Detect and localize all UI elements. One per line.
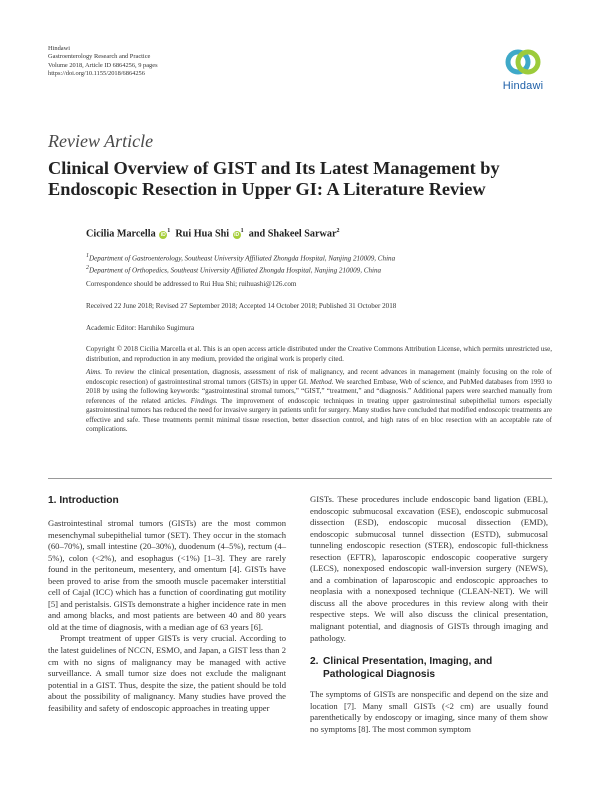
doi-link[interactable]: https://doi.org/10.1155/2018/6864256 bbox=[48, 70, 145, 78]
hindawi-logo-icon bbox=[503, 44, 543, 80]
author-name: Rui Hua Shi bbox=[175, 228, 230, 240]
academic-editor: Academic Editor: Haruhiko Sugimura bbox=[86, 324, 195, 332]
section-number: 2. bbox=[310, 656, 319, 668]
abstract bbox=[86, 368, 552, 435]
orcid-icon[interactable]: iD bbox=[234, 232, 240, 239]
section-heading-line2: Pathological Diagnosis bbox=[323, 669, 436, 681]
orcid-icon[interactable]: iD bbox=[160, 232, 166, 239]
paragraph: Prompt treatment of upper GISTs is very crucial. According to the latest guidelines of NCCN, ESMO, and Japan, a GIST less than 2 cm with no signs of malignancy may be managed with active surveillance. A small tumor size does not exclude the malignant potential in a GIST. Thus, despite the size, the patient should be told about the possibility of malignancy. Many studies have proved the feasibility and safety of endoscopic approaches in treating upper bbox=[48, 633, 286, 713]
abstract-aims: To review the clinical presentation, diagnosis, assessment of risk of malignancy, and recent advances in management (mainly focusing on the role of endoscopic resection) of gastrointestinal stromal tumors (GISTs) in upper GI. bbox=[86, 368, 552, 386]
volume-info: Volume 2018, Article ID 6864256, 9 pages bbox=[48, 61, 158, 69]
publication-dates: Received 22 June 2018; Revised 27 September 2018; Accepted 14 October 2018; Published 31 October 2018 bbox=[86, 302, 397, 310]
paragraph: Gastrointestinal stromal tumors (GISTs) are the most common mesenchymal subepithelial tumor (SET). They occur in the stomach (60–70%), small intestine (20–30%), duodenum (4–5%), rectum (4–5%), colon (<2%), and esophagus (<1%) [1–3]. They are rarely found in the peritoneum, mesentery, and omentum [4]. GISTs have been proved to arise from the smooth muscle pacemaker interstitial cell of Cajal (ICC) which has a function of coordinating gut motility [5] and peristalsis. GISTs demonstrate a higher incidence rate in men and among blacks, and most patients are between 40 and 80 years old at the time of diagnosis, with a median age of 63 years [6]. bbox=[48, 518, 286, 632]
abstract-label-method: Method. bbox=[309, 377, 334, 386]
author-affiliation-mark: 1 bbox=[167, 228, 171, 234]
article-title: Clinical Overview of GIST and Its Latest Management by Endoscopic Resection in Upper GI: A Literature Review bbox=[48, 158, 500, 199]
section-heading bbox=[310, 655, 548, 681]
body-column-right bbox=[310, 494, 548, 735]
abstract-label-findings: Findings. bbox=[190, 396, 218, 405]
abstract-label-aims: Aims. bbox=[86, 368, 102, 376]
hindawi-logo bbox=[492, 44, 554, 92]
affiliations bbox=[86, 252, 552, 276]
hindawi-wordmark: Hindawi bbox=[502, 80, 544, 92]
author-affiliation-mark: 2 bbox=[336, 228, 340, 234]
copyright-notice: Copyright © 2018 Cicilia Marcella et al. This is an open access article distributed under the Creative Commons Attribution License, which permits unrestricted use, distribution, and reproduction in any medium, provided the original work is properly cited. bbox=[86, 345, 552, 363]
paragraph: The symptoms of GISTs are nonspecific and depend on the size and location [7]. Many small GISTs (<2 cm) are usually found parenthetically by endoscopy or imaging, since many of them show no symptoms [8]. The most common symptom bbox=[310, 689, 548, 734]
body-column-left bbox=[48, 494, 286, 714]
correspondence: Correspondence should be addressed to Rui Hua Shi; ruihuashi@126.com bbox=[86, 280, 297, 288]
journal-name: Gastroenterology Research and Practice bbox=[48, 53, 151, 61]
section-heading-line1: Clinical Presentation, Imaging, and bbox=[323, 656, 493, 668]
affiliation-1: $^1$Department of Gastroenterology, Southeast University Affiliated Zhongda Hospital, Nanjing 210009, China bbox=[86, 253, 396, 263]
paragraph: GISTs. These procedures include endoscopic band ligation (EBL), endoscopic submucosal excavation (ESE), endoscopic submucosal dissection (ESD), endoscopic mucosal dissection (EMD), endoscopic submucosal tunnel dissection (ESTD), submucosal tunneling endoscopic resection (STER), endoscopic full-thickness resection (EFTR), laparoscopic endoscopic cooperative surgery (LECS), nonexposed endoscopic wall-inversion surgery (NEWS), and a combination of laparoscopic and endoscopic approaches to neoplasia with a nonexposed technique (CLEAN-NET). We will discuss all the above procedures in this review along with their respective steps. We will also discuss the clinical presentation, malignant potential, and diagnosis of GISTs through imaging and pathology. bbox=[310, 494, 548, 643]
publisher-name: Hindawi bbox=[48, 45, 71, 52]
divider bbox=[48, 478, 552, 479]
abstract-method: We searched Embase, Web of science, and PubMed databases from 1993 to 2018 by using the following keywords: “gastrointestinal stromal tumors,” “GIST,” “treatment,” and “diagnosis.” Additional papers were searched manually from references of the related articles. bbox=[86, 377, 552, 405]
journal-header bbox=[48, 45, 158, 79]
author-affiliation-mark: 1 bbox=[240, 228, 244, 234]
article-type: Review Article bbox=[48, 131, 154, 151]
author-list bbox=[86, 228, 340, 239]
abstract-findings: The improvement of endoscopic techniques in treating upper gastrointestinal subepithelial tumors especially gastrointestinal tumors has reduced the need for invasive surgery in patients unfit for surgery. Many studies have concluded that modified endoscopic treatments are effective and safe. These treatments permit minimal tissue resection, better dissection control, and high rates of en bloc resection with an acceptable rate of complications. bbox=[86, 396, 552, 434]
author-name: and Shakeel Sarwar bbox=[248, 228, 337, 240]
author-name: Cicilia Marcella bbox=[86, 228, 156, 240]
section-heading: 1. Introduction bbox=[48, 495, 119, 506]
affiliation-2: $^2$Department of Orthopedics, Southeast University Affiliated Zhongda Hospital, Nanjing 210009, China bbox=[86, 264, 382, 275]
